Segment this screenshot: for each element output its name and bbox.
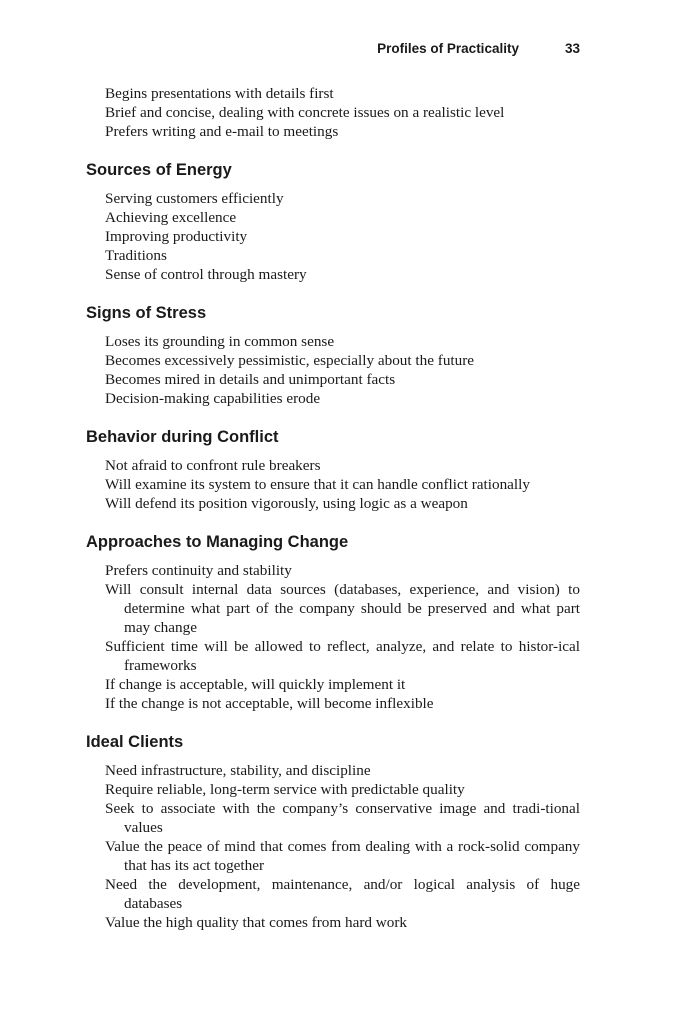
list-item: Achieving excellence xyxy=(105,209,237,226)
section-heading-sources-of-energy: Sources of Energy xyxy=(86,161,232,179)
section-heading-ideal-clients: Ideal Clients xyxy=(86,733,184,751)
behavior-during-conflict-list xyxy=(86,456,580,513)
list-item: Decision-making capabilities erode xyxy=(105,390,321,407)
list-item: Serving customers efficiently xyxy=(105,190,284,207)
approaches-to-managing-change-list xyxy=(86,561,580,713)
list-item: Need the development, maintenance, and/or logical analysis of huge databases xyxy=(105,876,580,912)
section-heading-approaches-to-managing-change: Approaches to Managing Change xyxy=(86,533,349,551)
list-item: If change is acceptable, will quickly implement it xyxy=(105,676,406,693)
sources-of-energy-list xyxy=(86,189,580,284)
list-item: Value the high quality that comes from hard work xyxy=(105,914,407,931)
list-item: Loses its grounding in common sense xyxy=(105,333,335,350)
signs-of-stress-list xyxy=(86,332,580,408)
list-item: Improving productivity xyxy=(105,228,248,245)
list-item: Will examine its system to ensure that it can handle conflict rationally xyxy=(105,476,530,493)
intro-list xyxy=(86,84,580,141)
section-heading-behavior-during-conflict: Behavior during Conflict xyxy=(86,428,279,446)
list-item: Brief and concise, dealing with concrete issues on a realistic level xyxy=(105,104,505,121)
list-item: Becomes excessively pessimistic, especially about the future xyxy=(105,352,475,369)
page-number: 33 xyxy=(564,41,580,56)
list-item: Prefers continuity and stability xyxy=(105,562,292,579)
list-item: If the change is not acceptable, will become inflexible xyxy=(105,695,434,712)
list-item: Sufficient time will be allowed to reflect, analyze, and relate to histor-ical frameworks xyxy=(105,638,580,674)
running-title: Profiles of Practicality xyxy=(377,41,519,56)
running-header xyxy=(0,41,580,56)
ideal-clients-list xyxy=(86,761,580,932)
list-item: Begins presentations with details first xyxy=(105,85,334,102)
section-heading-signs-of-stress: Signs of Stress xyxy=(86,304,207,322)
list-item: Need infrastructure, stability, and discipline xyxy=(105,762,371,779)
list-item: Becomes mired in details and unimportant facts xyxy=(105,371,396,388)
list-item: Will defend its position vigorously, using logic as a weapon xyxy=(105,495,468,512)
list-item: Traditions xyxy=(105,247,167,264)
list-item: Seek to associate with the company’s conservative image and tradi-tional values xyxy=(105,800,580,836)
list-item: Will consult internal data sources (databases, experience, and vision) to determine what part of the company should be preserved and what part may change xyxy=(105,581,580,636)
list-item: Value the peace of mind that comes from dealing with a rock-solid company that has its act together xyxy=(105,838,580,874)
list-item: Prefers writing and e-mail to meetings xyxy=(105,123,339,140)
list-item: Require reliable, long-term service with predictable quality xyxy=(105,781,465,798)
list-item: Sense of control through mastery xyxy=(105,266,307,283)
list-item: Not afraid to confront rule breakers xyxy=(105,457,321,474)
page-body xyxy=(86,84,580,932)
